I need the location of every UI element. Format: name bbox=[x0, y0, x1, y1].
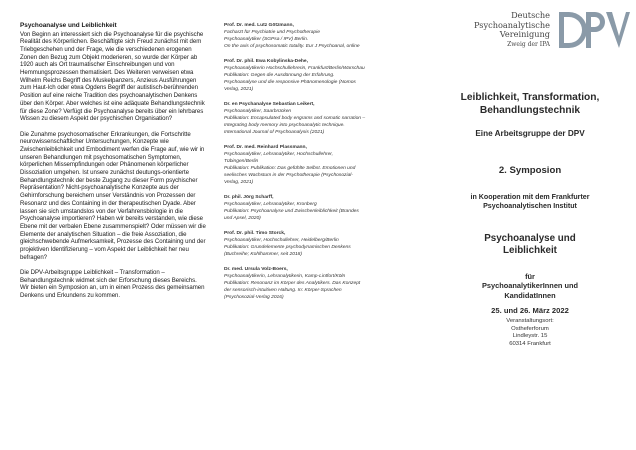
cover-title bbox=[430, 92, 630, 117]
audience-line: für bbox=[525, 272, 535, 281]
speaker-detail: Integrating body memory into psychoanalytic technique. bbox=[224, 123, 345, 128]
logo-line: Zweig der IPA bbox=[507, 40, 550, 48]
speaker-detail: Facharzt für Psychiatrie und Psychotherapie bbox=[224, 30, 320, 35]
logo-line: Deutsche bbox=[511, 10, 550, 20]
speaker-detail: seelisches Wachstum in der Psychotherapie (Psychosozial- bbox=[224, 173, 354, 178]
venue bbox=[430, 318, 630, 348]
audience-line: KandidatInnen bbox=[504, 290, 556, 300]
speakers-column bbox=[212, 0, 424, 450]
speaker-detail: Publikation: Gegen die Ausdünnung der Erfahrung. bbox=[224, 73, 335, 78]
speaker-detail: Psychoanalyse und die responsive Phänomenologie (Nomos bbox=[224, 80, 356, 85]
intro-paragraph: Die DPV-Arbeitsgruppe Leiblichkeit – Transformation – Behandlungstechnik widmet sich der Erforschung dieses Bereichs. Wir bieten ein Symposion an, um in einen Prozess des gemeinsamen Denkens und Erkundens zu kommen. bbox=[20, 269, 205, 300]
cooperation-line: in Kooperation mit dem Frankfurter bbox=[470, 193, 590, 201]
speaker-entry bbox=[224, 101, 418, 136]
audience bbox=[430, 272, 630, 300]
speaker-detail: International Journal of Psychoanalysis (2021) bbox=[224, 130, 325, 135]
event-date bbox=[430, 306, 630, 315]
event-date-text: 25. und 26. März 2022 bbox=[491, 306, 569, 315]
intro-paragraph: Die Zunahme psychosomatischer Erkrankungen, die Fortschritte neurowissenschaftlicher Untersuchungen, Konzepte wie Zwischenleiblichkeit und Embodiment werfen die Frage auf, wie wir in unseren Behandlungen mit psychosomatischen Symptomen, körperlichen Missempfindungen oder Phänomenen körperlicher Dissoziation umgehen. Ist unsere zunächst deutungs-orientierte Behandlungstechnik der beste Zugang zu dieser Form psychischer Repräsentation? Nicht-psychoanalytische Konzepte aus der Gehirnforschung bereichern unser Verständnis von Prozessen der Resonanz und des Containing in der therapeutischen Dyade. Aber lassen sie sich umstandslos von der Verfahrensbiologie in die Psychoanalyse importieren? Haben wir bereits verstanden, wie diese Ebene mit der verbalen Ebene zusammenspielt? Oder müssen wir die Elemente der analytischen Situation – die freie Assoziation, die gleichschwebende Aufmerksamkeit, Prozesse des Containing und der projektiven Identifizierung – vom Aspekt der Leiblichkeit her neu befragen? bbox=[20, 130, 206, 261]
speaker-detail: Tübingen/Berlin bbox=[224, 159, 259, 164]
speaker-detail: und Apsel, 2020) bbox=[224, 216, 261, 221]
speaker-name: Prof. Dr. phil. Ewa Kobylinska-Dehe, bbox=[224, 59, 308, 64]
intro-title: Psychoanalyse und Leiblichkeit bbox=[20, 22, 117, 29]
speaker-detail: Publikation: Resonanz im Körper des Analytikers. Das Konzept bbox=[224, 281, 361, 286]
speaker-detail: Psychoanalytikerin Hochschullehrerin, Frankfurt/Berlin/Warschau bbox=[224, 66, 365, 71]
speaker-detail: Psychoanalytiker, Saarbrücken bbox=[224, 109, 292, 114]
speaker-detail: Publikation: Encapsulated body engrams and somatic narration – bbox=[224, 116, 366, 121]
speaker-entry bbox=[224, 144, 418, 186]
speaker-name: Dr. med. Ursula Volz-Boers, bbox=[224, 267, 288, 272]
theme-title bbox=[430, 233, 630, 258]
symposion-text: 2. Symposion bbox=[498, 165, 562, 176]
speaker-entry bbox=[224, 266, 418, 301]
theme-line: Psychoanalyse und bbox=[484, 233, 576, 244]
speaker-detail: Psychoanalytiker, Hochschullehrer, Heidelberg/Berlin bbox=[224, 238, 339, 243]
cooperation-line: Psychoanalytischen Institut bbox=[483, 202, 577, 211]
speaker-name: Prof. Dr. med. Reinhard Plassmann, bbox=[224, 145, 307, 150]
dpv-logo bbox=[452, 8, 632, 58]
speaker-detail: Verlag, 2021) bbox=[224, 87, 254, 92]
speaker-entry bbox=[224, 230, 418, 258]
venue-line: 60314 Frankfurt bbox=[509, 340, 551, 347]
speaker-detail: (Psychosozial-Verlag 2016) bbox=[224, 295, 284, 300]
speaker-detail: der sensorisch-intuitiven Haltung. In: Körper-Sprachen bbox=[224, 288, 342, 293]
speaker-name: Prof. Dr. phil. Timo Storck, bbox=[224, 231, 286, 236]
speaker-name: Dr. phil. Jörg Scharff, bbox=[224, 195, 274, 200]
speaker-name: Dr. en Psychanalyse Sebastian Leikert, bbox=[224, 102, 315, 107]
cover-title-line: Leiblichkeit, Transformation, bbox=[460, 92, 600, 103]
cover-title-line: Behandlungstechnik bbox=[479, 104, 581, 116]
venue-line: Ostheferforum bbox=[511, 325, 549, 332]
speaker-detail: Psychoanalytiker, Lehranalytiker, Hochschullehrer, bbox=[224, 152, 334, 157]
intro-paragraph: Von Beginn an interessiert sich die Psychoanalyse für die psychische Realität des Körperlichen. Beschäftigte sich Freud zunächst mit dem Triebgeschehen und der Frage, wie die verschiedenen erogenen Zonen den Bezug zum Objekt moderieren, so wurde der Körper ab 1920 auch als Ort traumatischer Einschreibungen und von Hemmungsprozessen thematisiert. Des Weiteren verweisen etwa Wilhelm Reichs Begriff des Muskelpanzers, Anzieus Ausführungen zum Haut-Ich oder etwa Ogdens Begriff der autistisch-berührenden Position auf eine reiche Tradition des psychoanalytischen Denkens über den Körper. Aber welches ist eine adäquate Behandlungstechnik für diese Zone? Verfügt die Psychoanalyse bereits über ein lehrbares Wissen zu diesem Aspekt der psychischen Organisation? bbox=[20, 30, 205, 123]
speaker-entry bbox=[224, 22, 418, 50]
speaker-detail: Publikation: Psychoanalyse und Zwischenleiblichkeit (Brandes bbox=[224, 209, 359, 214]
cover-column bbox=[424, 0, 636, 450]
venue-line: Lindleystr. 15 bbox=[512, 333, 548, 340]
dpv-mark-icon bbox=[556, 8, 630, 54]
speaker-detail: Psychoanalytiker, Lehranalytiker, Kronberg bbox=[224, 202, 317, 207]
cooperation-note bbox=[430, 193, 630, 212]
speaker-detail: Psychoanalytiker (SGPsa / IPV) Berlin. bbox=[224, 37, 309, 42]
venue-line: Veranstaltungsort: bbox=[506, 318, 554, 324]
logo-line: Psychoanalytische bbox=[474, 19, 550, 30]
theme-line: Leiblichkeit bbox=[503, 245, 557, 257]
intro-column bbox=[0, 0, 212, 450]
speaker-detail: On the axis of psychosomatic totality. Eur J Psychoanal, online bbox=[224, 44, 360, 49]
speaker-detail: Publikation: Grundelemente psychodynamischen Denkens bbox=[224, 245, 351, 250]
logo-line: Vereinigung bbox=[499, 29, 550, 39]
logo-text bbox=[455, 11, 550, 49]
speaker-name: Prof. Dr. med. Lutz Götzmann, bbox=[224, 23, 294, 28]
speaker-detail: Verlag, 2021) bbox=[224, 180, 254, 185]
speaker-entry bbox=[224, 58, 418, 93]
cover-subtitle bbox=[430, 129, 630, 138]
audience-line: PsychoanalytikerInnen und bbox=[481, 281, 579, 291]
speaker-detail: Psychoanalytikerin, Lehranalytikerin, Kamp-Lintfort/Köln bbox=[224, 274, 346, 279]
symposion-label bbox=[430, 165, 630, 176]
speaker-entry bbox=[224, 194, 418, 222]
cover-subtitle-text: Eine Arbeitsgruppe der DPV bbox=[475, 129, 585, 138]
speaker-detail: Publikation: Publikation: Das gefühlte Selbst. Emotionen und bbox=[224, 166, 356, 171]
speaker-detail: (Buchreihe; Kohlhammer, seit 2018) bbox=[224, 252, 303, 257]
